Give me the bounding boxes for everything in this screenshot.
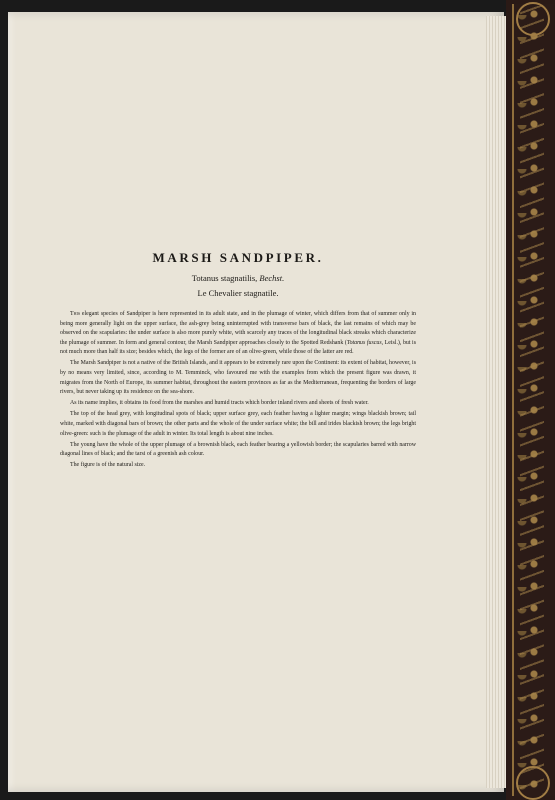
binomial-name: Totanus stagnatilis,: [191, 273, 258, 283]
gilt-corner-ornament-bottom: [516, 766, 550, 800]
paragraph-text: elegant species of Sandpiper is here represented in its adult state, and in the plumage of winter, which differs from that of summer only in being more generally light on the upper surface, the ash-grey being uninterrupted with transverse bars of black, the last remains of which may be observed on the scapularies: the under surface is also more purely white, with scarcely any traces of the longitudinal black streaks which characterize the plumage of summer. In form and general contour, the Marsh Sandpiper approaches closely to the Spotted Redshank (: [60, 311, 416, 346]
gilt-corner-ornament-top: [516, 2, 550, 36]
paragraph-3: As its name implies, it obtains its food from the marshes and humid tracts which border inland rivers and sheets of fresh water.: [70, 400, 369, 407]
text-block: [60, 250, 416, 473]
paragraph-2: The Marsh Sandpiper is not a native of the British Islands, and it appears to be extremely rare upon the Continent: its extent of habitat, however, is by no means very limited, since, according to M. Temminck, who favoured me with the examples from which the present figure was drawn, it migrates from the North of Europe, its summer habitat, throughout the eastern provinces as far as the Mediterranean, frequenting the borders of large rivers, but never taking up its residence on the sea-shore.: [60, 360, 416, 396]
french-name: Le Chevalier stagnatile.: [197, 288, 279, 298]
gilt-vine-ornament: [520, 6, 544, 794]
italic-species: Totanus fuscus,: [346, 339, 384, 346]
lead-word: This: [70, 311, 81, 317]
page-edges: [486, 16, 506, 788]
scientific-name: [60, 273, 416, 283]
plate-title: MARSH SANDPIPER.: [152, 250, 324, 265]
paragraph-6: The figure is of the natural size.: [70, 462, 146, 469]
description-body: [60, 310, 416, 471]
authority: Bechst.: [259, 273, 285, 283]
paragraph-5: The young have the whole of the upper plumage of a brownish black, each feather bearing a yellowish border; the scapularies barred with narrow diagonal lines of black; and the tarsi of a greenish ash colour.: [60, 441, 416, 458]
paragraph-text-cont: Leisl.), but is not much more than half its size; besides which, the legs of the former are of an olive-green, while those of the latter are red.: [60, 339, 416, 356]
paragraph-1: [60, 310, 416, 358]
paragraph-4: The top of the head grey, with longitudinal spots of black; upper surface grey, each feather having a lighter margin; wings blackish brown; tail white, marked with diagonal bars of brown; the other parts and the whole of the under surface white; the bill and irides blackish brown; the legs bright olive-green: such is the plumage of the adult in winter. Its total length is about nine inches.: [60, 411, 416, 437]
